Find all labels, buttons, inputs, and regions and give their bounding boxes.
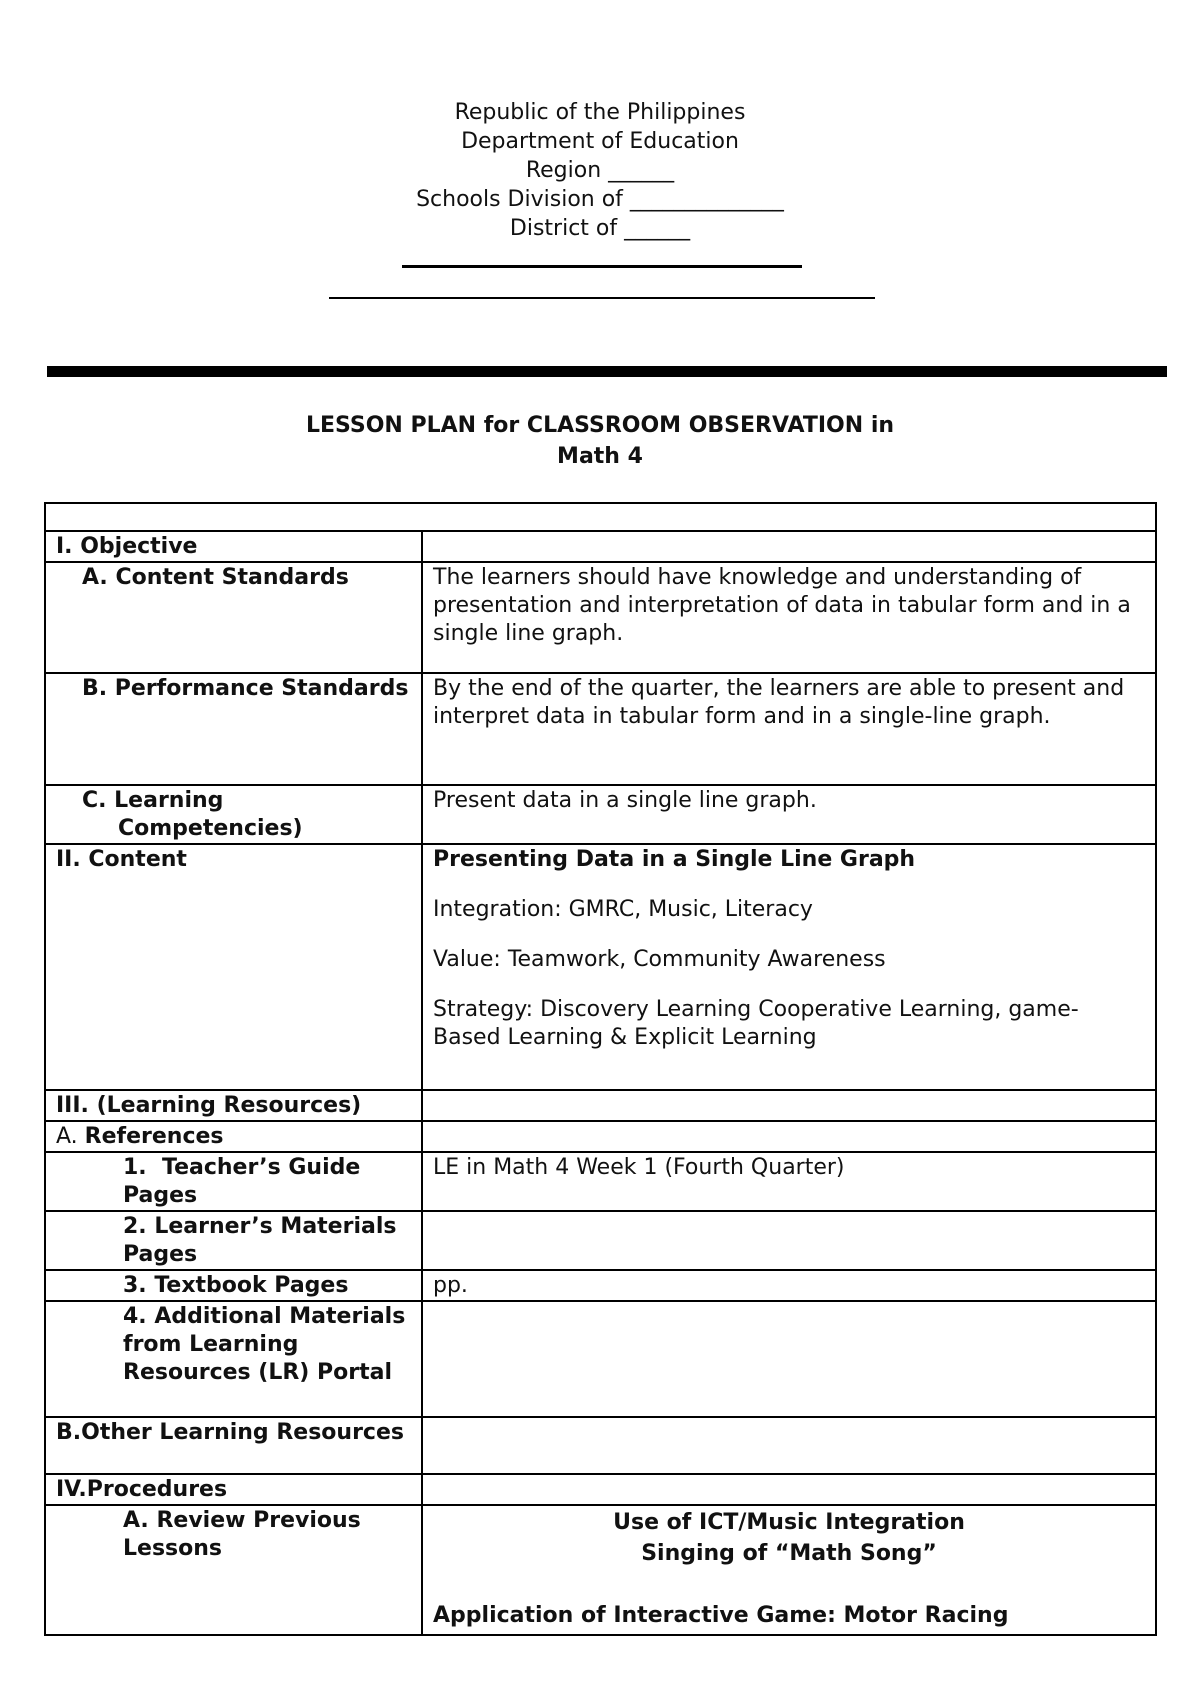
row-procedures [45, 1474, 1156, 1505]
school-name-line [402, 265, 802, 268]
row-textbook [45, 1270, 1156, 1301]
objective-value [422, 531, 1156, 562]
row-learning-competencies [45, 785, 1156, 844]
references-prefix: A. [56, 1124, 85, 1149]
procedures-value [422, 1474, 1156, 1505]
content-integration: Integration: GMRC, Music, Literacy [433, 897, 813, 922]
other-resources-label: B.Other Learning Resources [45, 1417, 422, 1474]
content-standards-value: The learners should have knowledge and understanding of presentation and interpretation of data in tabular form and in a single line graph. [422, 562, 1156, 673]
objective-label: I. Objective [45, 531, 422, 562]
procedures-label: IV.Procedures [45, 1474, 422, 1505]
content-value [422, 844, 1156, 1090]
teachers-guide-label: 1. Teacher’s Guide Pages [45, 1152, 422, 1211]
row-performance-standards [45, 673, 1156, 785]
row-content [45, 844, 1156, 1090]
references-cell [45, 1121, 422, 1152]
content-standards-label: A. Content Standards [45, 562, 422, 673]
performance-standards-label: B. Performance Standards [82, 676, 409, 701]
row-other-resources [45, 1417, 1156, 1474]
review-interactive-game: Application of Interactive Game: Motor Racing [433, 1603, 1009, 1628]
additional-materials-value [422, 1301, 1156, 1417]
review-ict-music: Use of ICT/Music Integration [613, 1510, 965, 1535]
row-additional-materials [45, 1301, 1156, 1417]
content-strategy: Strategy: Discovery Learning Cooperative Learning, game-Based Learning & Explicit Learning [433, 997, 1079, 1050]
title-line-1: LESSON PLAN for CLASSROOM OBSERVATION in [305, 413, 895, 438]
references-label: References [84, 1124, 224, 1149]
row-teachers-guide [45, 1152, 1156, 1211]
header-department: Department of Education [461, 129, 739, 154]
row-learners-materials [45, 1211, 1156, 1270]
review-math-song: Singing of “Math Song” [641, 1541, 937, 1566]
content-topic: Presenting Data in a Single Line Graph [433, 847, 916, 872]
title-line-2: Math 4 [557, 444, 643, 469]
learning-competencies-value: Present data in a single line graph. [422, 785, 1156, 844]
other-resources-value [422, 1417, 1156, 1474]
row-review [45, 1505, 1156, 1635]
performance-standards-value: By the end of the quarter, the learners are able to present and interpret data in tabular form and in a single-line graph. [422, 673, 1156, 785]
blank-top-row [45, 503, 1156, 531]
teachers-guide-value: LE in Math 4 Week 1 (Fourth Quarter) [422, 1152, 1156, 1211]
additional-materials-label: 4. Additional Materials from Learning Resources (LR) Portal [45, 1301, 422, 1417]
header-divider [47, 366, 1167, 377]
school-address-line [329, 297, 875, 299]
document-header [0, 98, 1200, 243]
row-objective [45, 531, 1156, 562]
review-label: A. Review Previous Lessons [45, 1505, 422, 1635]
textbook-label: 3. Textbook Pages [45, 1270, 422, 1301]
header-region: Region ______ [525, 158, 675, 183]
header-republic: Republic of the Philippines [454, 100, 746, 125]
learning-resources-label: III. (Learning Resources) [45, 1090, 422, 1121]
lesson-plan-table [44, 502, 1157, 1636]
lesson-plan-title [0, 410, 1200, 472]
learners-materials-value [422, 1211, 1156, 1270]
learning-competencies-label: C. Learning Competencies) [82, 788, 303, 841]
header-division: Schools Division of ______________ [416, 187, 784, 212]
textbook-value: pp. [422, 1270, 1156, 1301]
learning-resources-value [422, 1090, 1156, 1121]
learning-competencies-cell [45, 785, 422, 844]
content-label: II. Content [45, 844, 422, 1090]
performance-standards-cell [45, 673, 422, 785]
content-value-line: Value: Teamwork, Community Awareness [433, 947, 886, 972]
header-district: District of ______ [509, 216, 691, 241]
learners-materials-label: 2. Learner’s Materials Pages [45, 1211, 422, 1270]
row-references [45, 1121, 1156, 1152]
blank-top-cell [45, 503, 1156, 531]
review-value [422, 1505, 1156, 1635]
references-value [422, 1121, 1156, 1152]
row-learning-resources [45, 1090, 1156, 1121]
row-content-standards [45, 562, 1156, 673]
